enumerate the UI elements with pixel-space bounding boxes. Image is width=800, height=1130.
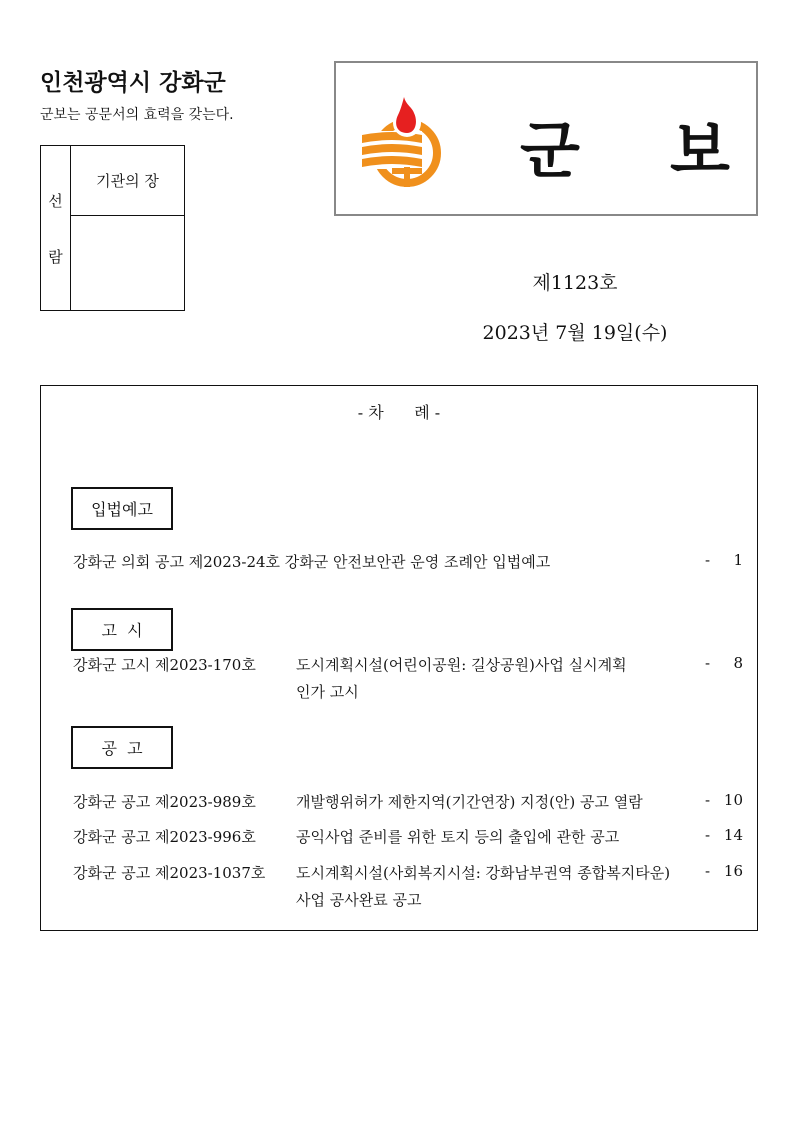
entry-title-cont: 인가 고시 bbox=[296, 683, 359, 701]
entry-dash: - bbox=[705, 862, 711, 880]
section-legislative-notice: 입법예고 bbox=[71, 487, 173, 530]
entry-number: 강화군 공고 제2023-989호 bbox=[73, 793, 256, 811]
publisher-title: 인천광역시 강화군 bbox=[40, 70, 226, 96]
toc-entry[interactable] bbox=[41, 654, 757, 701]
entry-title: 도시계획시설(어린이공원: 길상공원)사업 실시계획 bbox=[296, 656, 627, 674]
entry-page: 1 bbox=[733, 551, 743, 569]
publisher-subtitle: 군보는 공문서의 효력을 갖는다. bbox=[40, 107, 234, 123]
entry-page: 16 bbox=[723, 862, 743, 880]
entry-dash: - bbox=[705, 654, 711, 672]
entry-dash: - bbox=[705, 551, 711, 569]
masthead-char-bo: 보 bbox=[670, 114, 730, 187]
toc-title: - 차 례 - bbox=[357, 403, 441, 422]
entry-number: 강화군 고시 제2023-170호 bbox=[73, 656, 256, 674]
entry-number: 강화군 공고 제2023-996호 bbox=[73, 828, 256, 846]
county-logo-icon bbox=[362, 95, 452, 194]
masthead-char-gun: 군 bbox=[520, 114, 580, 187]
issue-date: 2023년 7월 19일(수) bbox=[482, 322, 668, 344]
seollam-cell-head: 기관의 장 bbox=[71, 146, 184, 216]
toc-entry[interactable] bbox=[41, 551, 757, 573]
entry-dash: - bbox=[705, 791, 711, 809]
section-announcement: 공 고 bbox=[71, 726, 173, 769]
table-of-contents bbox=[40, 385, 758, 931]
toc-entry[interactable] bbox=[41, 791, 757, 813]
entry-title: 도시계획시설(사회복지시설: 강화남부권역 종합복지타운) bbox=[296, 864, 671, 882]
seollam-label-bottom: 람 bbox=[48, 248, 63, 266]
toc-entry[interactable] bbox=[41, 862, 757, 909]
seollam-label-top: 선 bbox=[48, 192, 63, 210]
toc-entry[interactable] bbox=[41, 826, 757, 848]
entry-number: 강화군 공고 제2023-1037호 bbox=[73, 864, 266, 882]
section-public-notice: 고 시 bbox=[71, 608, 173, 651]
masthead bbox=[334, 61, 758, 216]
entry-title: 개발행위허가 제한지역(기간연장) 지정(안) 공고 열람 bbox=[296, 793, 643, 811]
entry-title: 공익사업 준비를 위한 토지 등의 출입에 관한 공고 bbox=[296, 828, 620, 846]
entry-title-cont: 사업 공사완료 공고 bbox=[296, 891, 422, 909]
entry-page: 14 bbox=[723, 826, 743, 844]
issue-number: 제1123호 bbox=[532, 272, 618, 294]
entry-text: 강화군 의회 공고 제2023-24호 강화군 안전보안관 운영 조례안 입법예고 bbox=[73, 553, 551, 571]
entry-dash: - bbox=[705, 826, 711, 844]
entry-page: 10 bbox=[723, 791, 743, 809]
entry-page: 8 bbox=[733, 654, 743, 672]
